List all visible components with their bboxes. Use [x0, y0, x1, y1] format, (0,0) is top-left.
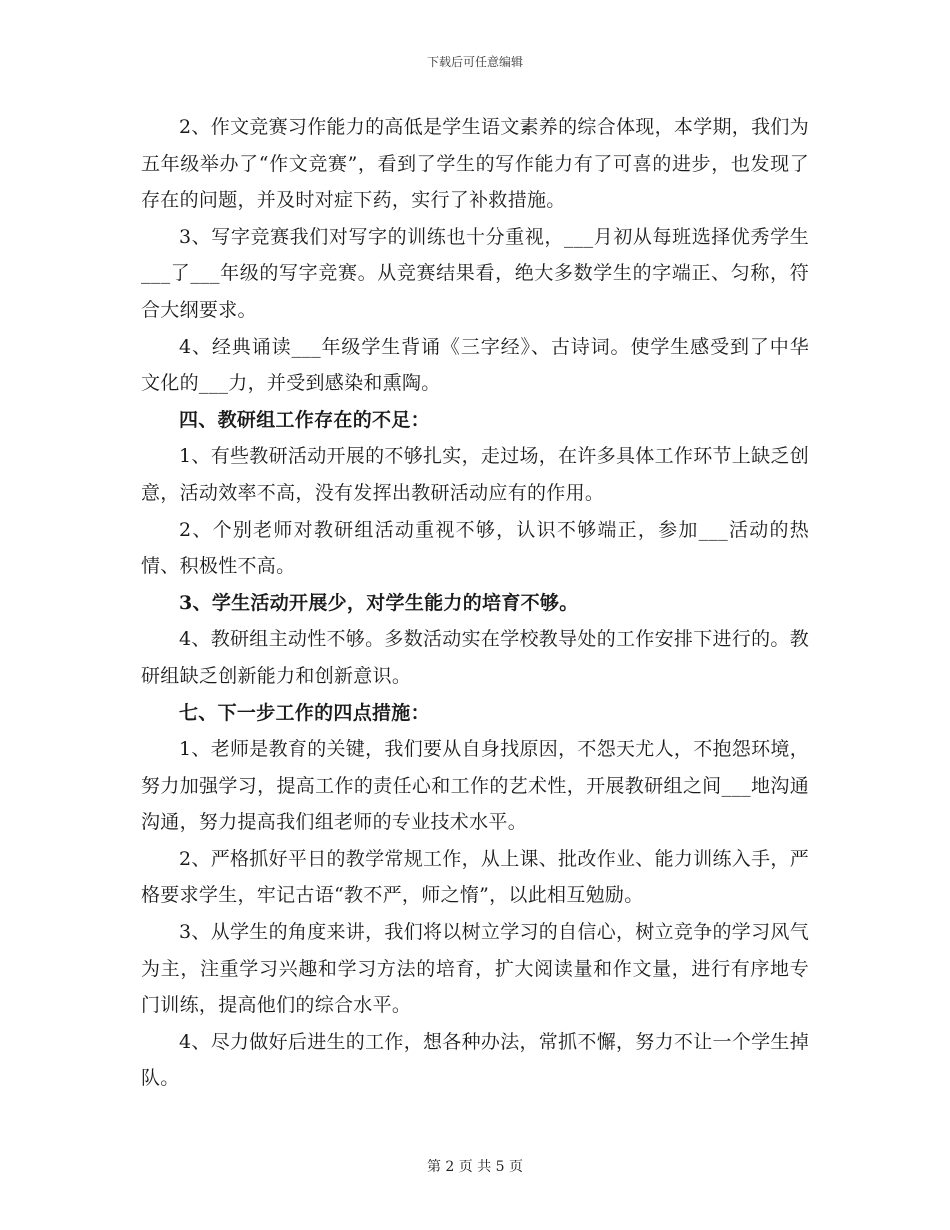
paragraph-writing-contest: 3、写字竞赛我们对写字的训练也十分重视，___月初从每班选择优秀学生___了___年级的写字竞赛。从竞赛结果看，绝大多数学生的字端正、匀称，符合大纲要求。: [141, 225, 809, 321]
paragraph-measure-4: 4、尽力做好后进生的工作，想各种办法，常抓不懈，努力不让一个学生掉队。: [141, 1030, 809, 1090]
page-number-footer: 第 2 页 共 5 页: [426, 1159, 524, 1175]
paragraph-shortcoming-4: 4、教研组主动性不够。多数活动实在学校教导处的工作安排下进行的。教研组缺乏创新能力和创新意识。: [141, 628, 809, 687]
page-header-note: 下载后可任意编辑: [426, 55, 523, 69]
paragraph-shortcoming-3: 3、学生活动开展少，对学生能力的培育不够。: [179, 591, 579, 614]
section-heading-measures: 七、下一步工作的四点措施：: [179, 701, 430, 724]
paragraph-measure-1: 1、老师是教育的关键，我们要从自身找原因，不怨天尤人，不抱怨环境，努力加强学习，提高工作的责任心和工作的艺术性，开展教研组之间___地沟通沟通，努力提高我们组老师的专业技术水平。: [141, 738, 809, 834]
paragraph-essay-contest: 2、作文竞赛习作能力的高低是学生语文素养的综合体现，本学期，我们为五年级举办了“作文竞赛”，看到了学生的写作能力有了可喜的进步，也发现了存在的问题，并及时对症下药，实行了补救措施。: [141, 116, 809, 212]
paragraph-measure-2: 2、严格抓好平日的教学常规工作，从上课、批改作业、能力训练入手，严格要求学生，牢记古语“教不严，师之惰”，以此相互勉励。: [141, 847, 809, 907]
paragraph-shortcoming-2: 2、个别老师对教研组活动重视不够，认识不够端正，参加___活动的热情、积极性不高。: [141, 518, 809, 578]
document-body: [141, 109, 809, 1097]
paragraph-measure-3: 3、从学生的角度来讲，我们将以树立学习的自信心，树立竞争的学习风气为主，注重学习兴趣和学习方法的培育，扩大阅读量和作文量，进行有序地专门训练，提高他们的综合水平。: [141, 921, 809, 1017]
section-heading-shortcomings: 四、教研组工作存在的不足：: [179, 408, 430, 431]
paragraph-classic-recitation: 4、经典诵读___年级学生背诵《三字经》、古诗词。使学生感受到了中华文化的___力，并受到感染和熏陶。: [141, 335, 809, 395]
paragraph-shortcoming-1: 1、有些教研活动开展的不够扎实，走过场，在许多具体工作环节上缺乏创意，活动效率不高，没有发挥出教研活动应有的作用。: [141, 445, 809, 504]
